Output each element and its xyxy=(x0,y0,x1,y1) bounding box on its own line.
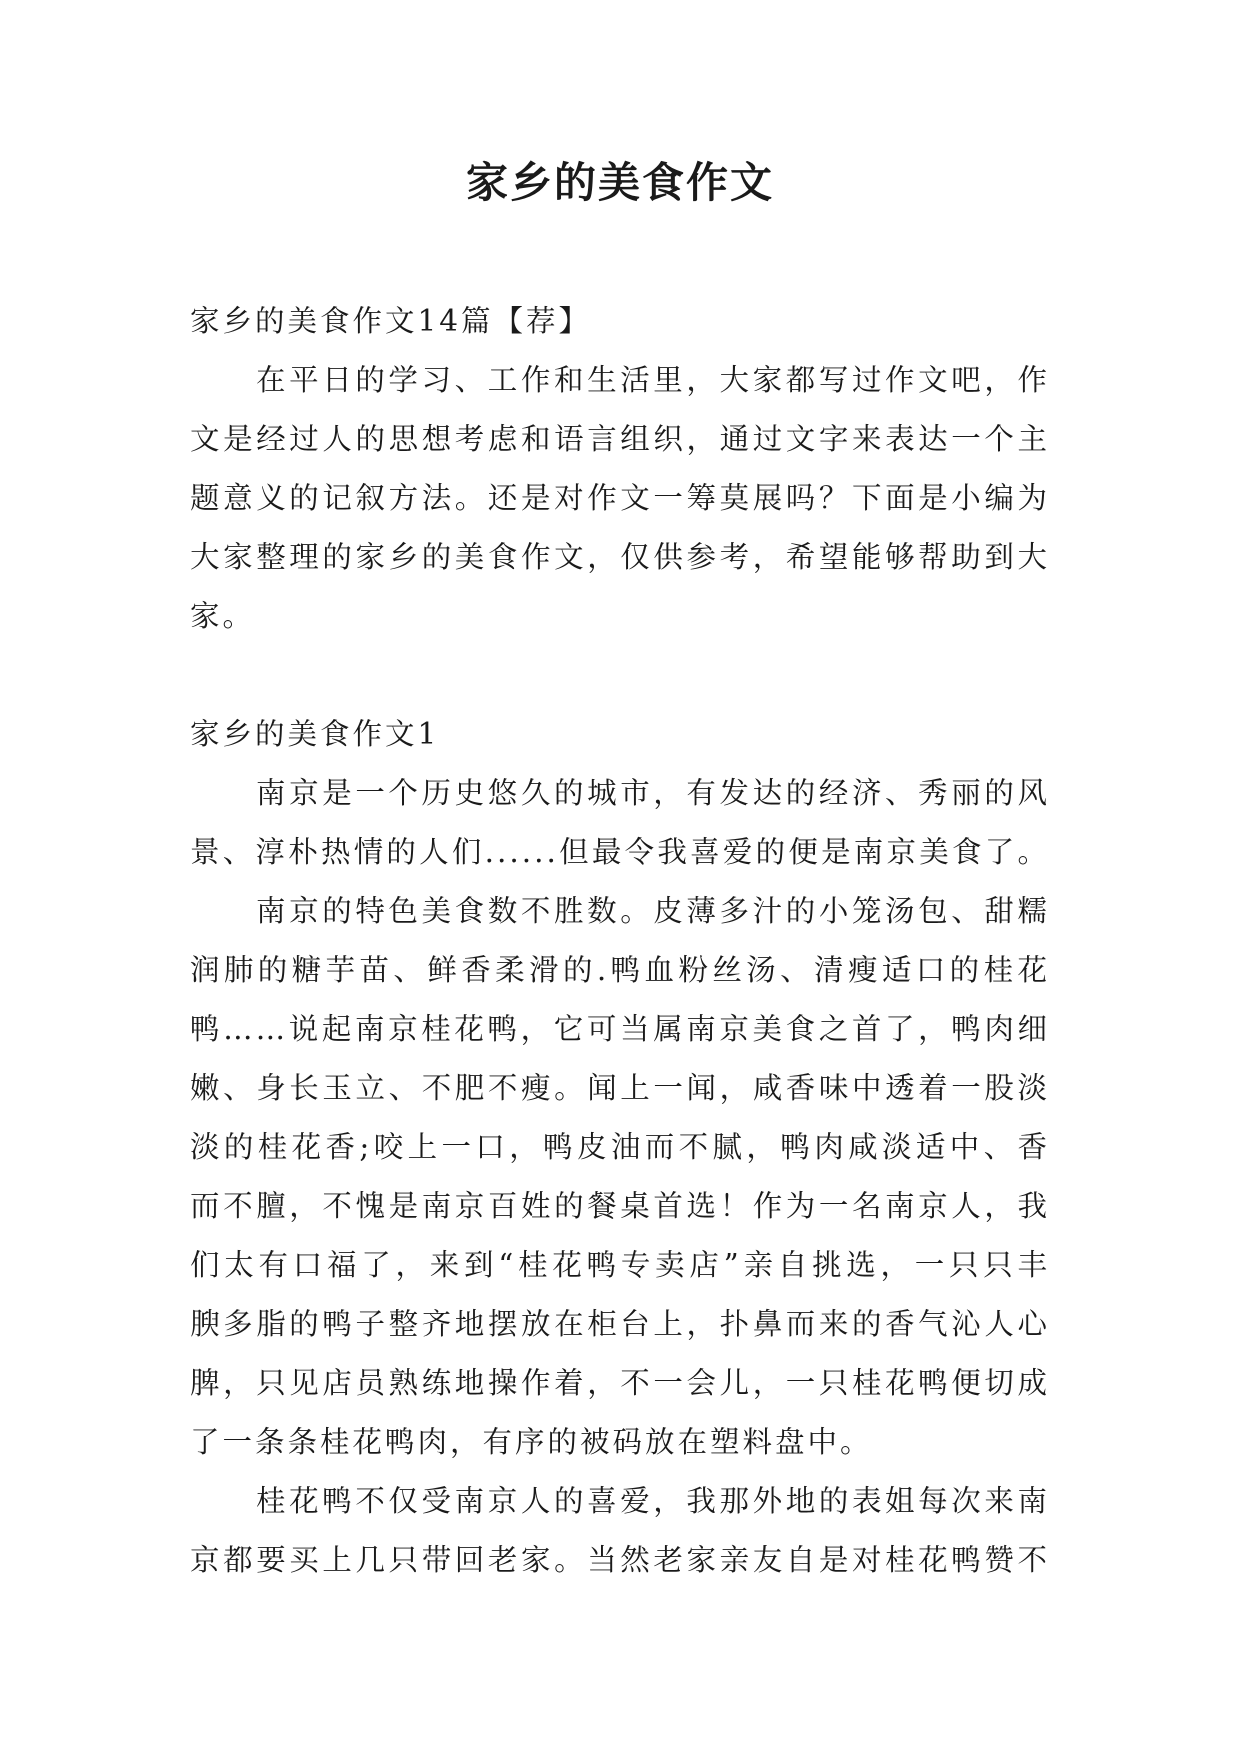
document-title: 家乡的美食作文 xyxy=(465,158,774,207)
intro-line: 大家整理的家乡的美食作文，仅供参考，希望能够帮助到大 xyxy=(190,540,1050,574)
paragraph-line: 而不膻，不愧是南京百姓的餐桌首选！作为一名南京人，我 xyxy=(190,1189,1050,1223)
paragraph-line: 鸭……说起南京桂花鸭，它可当属南京美食之首了，鸭肉细 xyxy=(190,1012,1050,1046)
paragraph-line: 景、淳朴热情的人们......但最令我喜爱的便是南京美食了。 xyxy=(190,835,1050,869)
essay-heading: 家乡的美食作文1 xyxy=(190,717,440,751)
intro-line: 题意义的记叙方法。还是对作文一筹莫展吗？下面是小编为 xyxy=(190,481,1050,515)
paragraph-line: 了一条条桂花鸭肉，有序的被码放在塑料盘中。 xyxy=(190,1425,873,1459)
document-body xyxy=(190,292,1050,1590)
paragraph-line: 淡的桂花香;咬上一口，鸭皮油而不腻，鸭肉咸淡适中、香 xyxy=(190,1130,1050,1164)
intro-line: 文是经过人的思想考虑和语言组织，通过文字来表达一个主 xyxy=(190,422,1050,456)
paragraph-line: 们太有口福了，来到“桂花鸭专卖店”亲自挑选，一只只丰 xyxy=(190,1248,1050,1282)
document-subtitle: 家乡的美食作文14篇【荐】 xyxy=(190,304,592,338)
paragraph-line: 腴多脂的鸭子整齐地摆放在柜台上，扑鼻而来的香气沁人心 xyxy=(190,1307,1050,1341)
intro-line: 在平日的学习、工作和生活里，大家都写过作文吧，作 xyxy=(256,363,1050,397)
paragraph-line: 京都要买上几只带回老家。当然老家亲友自是对桂花鸭赞不 xyxy=(190,1543,1050,1577)
paragraph-line: 润肺的糖芋苗、鲜香柔滑的.鸭血粉丝汤、清瘦适口的桂花 xyxy=(190,953,1050,987)
intro-line: 家。 xyxy=(190,599,256,633)
paragraph-line: 南京是一个历史悠久的城市，有发达的经济、秀丽的风 xyxy=(256,776,1050,810)
paragraph-line: 脾，只见店员熟练地操作着，不一会儿，一只桂花鸭便切成 xyxy=(190,1366,1050,1400)
section-gap xyxy=(190,646,1050,705)
paragraph-line: 桂花鸭不仅受南京人的喜爱，我那外地的表姐每次来南 xyxy=(256,1484,1050,1518)
paragraph-line: 嫩、身长玉立、不肥不瘦。闻上一闻，咸香味中透着一股淡 xyxy=(190,1071,1050,1105)
paragraph-line: 南京的特色美食数不胜数。皮薄多汁的小笼汤包、甜糯 xyxy=(256,894,1050,928)
